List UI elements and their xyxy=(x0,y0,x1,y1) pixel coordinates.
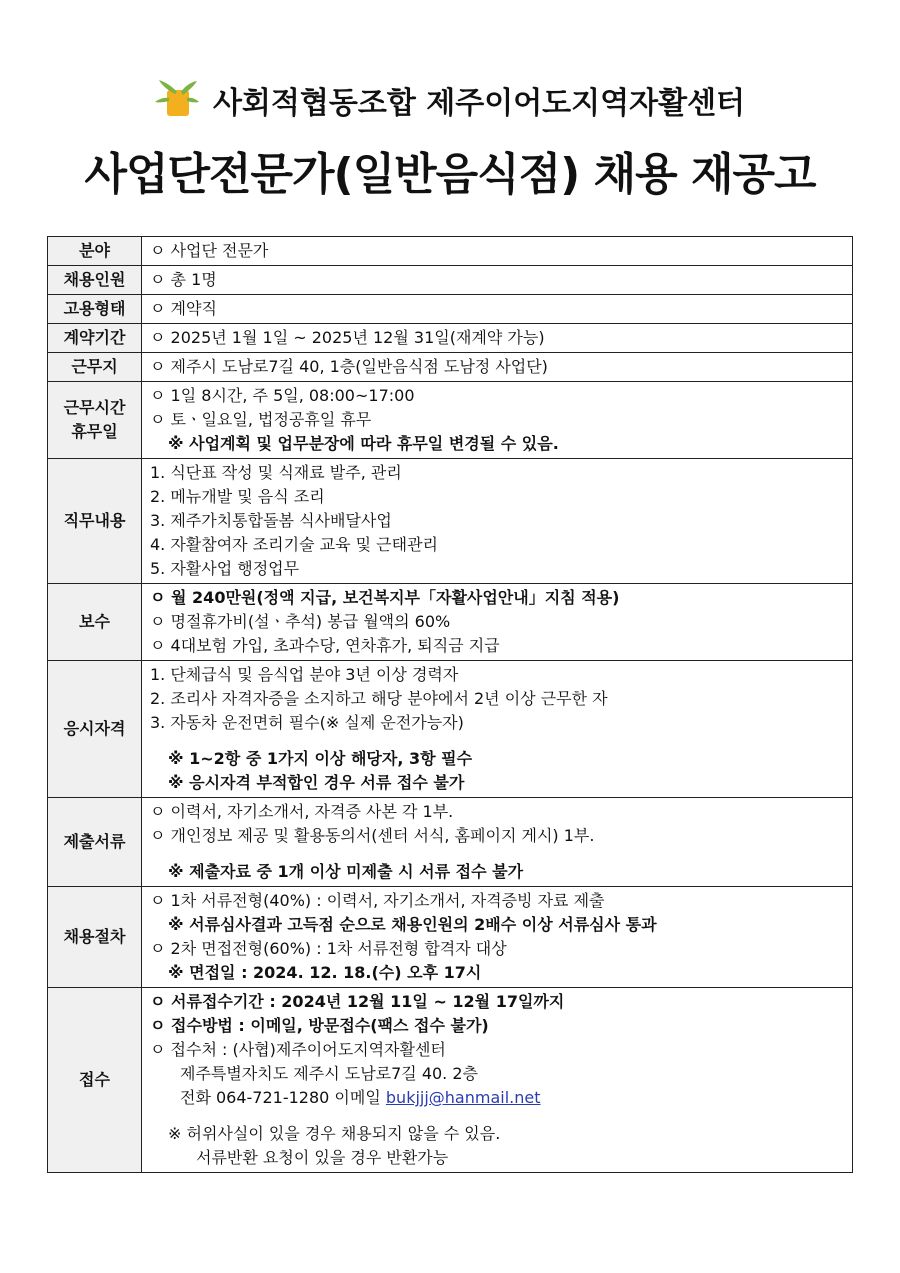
value-text: 5. 자활사업 행정업무 xyxy=(150,559,300,578)
value-text: ㅇ 2025년 1월 1일 ~ 2025년 12월 31일(재계약 가능) xyxy=(150,328,545,347)
value-text: ㅇ 서류접수기간 : 2024년 12월 11일 ~ 12월 17일까지 xyxy=(150,992,565,1011)
value-line xyxy=(150,533,844,557)
value-line xyxy=(150,239,844,263)
value-line xyxy=(150,687,844,711)
value-text: ㅇ 1차 서류전형(40%) : 이력서, 자기소개서, 자격증빙 자료 제출 xyxy=(150,891,605,910)
value-text: ㅇ 계약직 xyxy=(150,299,217,318)
row-label xyxy=(48,266,142,295)
row-label-text: 휴무일 xyxy=(71,422,118,441)
table-row xyxy=(48,887,853,988)
row-label-text: 직무내용 xyxy=(63,511,126,530)
row-label-text: 근무지 xyxy=(71,357,118,376)
value-text: ㅇ 접수방법 : 이메일, 방문접수(팩스 접수 불가) xyxy=(150,1016,489,1035)
row-label-text: 계약기간 xyxy=(63,328,126,347)
row-label xyxy=(48,324,142,353)
row-label xyxy=(48,887,142,988)
row-label xyxy=(48,237,142,266)
value-line xyxy=(150,268,844,292)
value-line xyxy=(150,889,844,913)
row-label xyxy=(48,988,142,1173)
spacer xyxy=(150,735,844,747)
value-text: ※ 제출자료 중 1개 이상 미제출 시 서류 접수 불가 xyxy=(168,862,524,881)
value-text: ※ 1~2항 중 1가지 이상 해당자, 3항 필수 xyxy=(168,749,473,768)
value-text: ㅇ 개인정보 제공 및 활용동의서(센터 서식, 홈페이지 게시) 1부. xyxy=(150,826,595,845)
row-value xyxy=(142,988,853,1173)
value-text: ※ 응시자격 부적합인 경우 서류 접수 불가 xyxy=(168,773,465,792)
value-text: ※ 사업계획 및 업무분장에 따라 휴무일 변경될 수 있음. xyxy=(168,434,559,453)
value-line xyxy=(150,913,844,937)
value-text: ㅇ 총 1명 xyxy=(150,270,217,289)
row-value xyxy=(142,584,853,661)
row-label xyxy=(48,798,142,887)
row-value xyxy=(142,266,853,295)
value-text: ㅇ 월 240만원(정액 지급, 보건복지부「자활사업안내」지침 적용) xyxy=(150,588,620,607)
email-link[interactable]: bukjjj@hanmail.net xyxy=(385,1088,541,1107)
value-line xyxy=(150,663,844,687)
value-line xyxy=(150,1086,844,1110)
value-line xyxy=(150,1122,844,1146)
value-line xyxy=(150,557,844,581)
row-label-text: 접수 xyxy=(79,1070,110,1089)
value-text: 1. 식단표 작성 및 식재료 발주, 관리 xyxy=(150,463,402,482)
value-line xyxy=(150,384,844,408)
value-line xyxy=(150,1014,844,1038)
value-text: ㅇ 접수처 : (사협)제주이어도지역자활센터 xyxy=(150,1040,446,1059)
value-text: 서류반환 요청이 있을 경우 반환가능 xyxy=(196,1148,449,1167)
value-line xyxy=(150,711,844,735)
value-text: 2. 조리사 자격자증을 소지하고 해당 분야에서 2년 이상 근무한 자 xyxy=(150,689,608,708)
value-text: 3. 제주가치통합돌봄 식사배달사업 xyxy=(150,511,392,530)
table-row xyxy=(48,798,853,887)
table-row xyxy=(48,459,853,584)
value-text: ㅇ 사업단 전문가 xyxy=(150,241,269,260)
org-heading xyxy=(155,78,745,122)
row-value xyxy=(142,353,853,382)
row-value xyxy=(142,661,853,798)
value-text: 1. 단체급식 및 음식업 분야 3년 이상 경력자 xyxy=(150,665,459,684)
row-label-text: 채용절차 xyxy=(63,927,126,946)
value-line xyxy=(150,610,844,634)
value-text: 전화 064-721-1280 이메일 xyxy=(180,1088,386,1107)
row-label xyxy=(48,584,142,661)
value-text: ㅇ 토ㆍ일요일, 법정공휴일 휴무 xyxy=(150,410,372,429)
value-line xyxy=(150,961,844,985)
row-value xyxy=(142,459,853,584)
table-row xyxy=(48,382,853,459)
table-row xyxy=(48,295,853,324)
table-row xyxy=(48,237,853,266)
value-line xyxy=(150,1062,844,1086)
spacer xyxy=(150,1110,844,1122)
value-line xyxy=(150,771,844,795)
value-line xyxy=(150,485,844,509)
value-line xyxy=(150,408,844,432)
job-posting-table xyxy=(47,236,853,1173)
table-row xyxy=(48,584,853,661)
value-text: 제주특별자치도 제주시 도남로7길 40. 2층 xyxy=(180,1064,478,1083)
value-line xyxy=(150,860,844,884)
value-line xyxy=(150,586,844,610)
row-label-text: 근무시간 xyxy=(63,398,126,417)
row-label-text: 분야 xyxy=(79,241,110,260)
row-label-text: 채용인원 xyxy=(63,270,126,289)
row-label-text: 보수 xyxy=(79,612,110,631)
row-value xyxy=(142,798,853,887)
value-line xyxy=(150,355,844,379)
org-name: 사회적협동조합 제주이어도지역자활센터 xyxy=(212,86,746,121)
value-text: ㅇ 명절휴가비(설ㆍ추석) 봉급 월액의 60% xyxy=(150,612,451,631)
value-text: ㅇ 2차 면접전형(60%) : 1차 서류전형 합격자 대상 xyxy=(150,939,507,958)
value-line xyxy=(150,990,844,1014)
row-value xyxy=(142,324,853,353)
row-label-text: 응시자격 xyxy=(63,719,126,738)
row-label xyxy=(48,295,142,324)
value-text: ㅇ 이력서, 자기소개서, 자격증 사본 각 1부. xyxy=(150,802,454,821)
value-text: ㅇ 4대보험 가입, 초과수당, 연차휴가, 퇴직금 지급 xyxy=(150,636,500,655)
value-line xyxy=(150,1146,844,1170)
value-line xyxy=(150,800,844,824)
value-line xyxy=(150,1038,844,1062)
table-row xyxy=(48,661,853,798)
row-value xyxy=(142,887,853,988)
value-line xyxy=(150,747,844,771)
spacer xyxy=(150,848,844,860)
row-label xyxy=(48,382,142,459)
org-logo-icon xyxy=(155,80,199,120)
value-text: 2. 메뉴개발 및 음식 조리 xyxy=(150,487,325,506)
row-label xyxy=(48,459,142,584)
row-value xyxy=(142,382,853,459)
value-text: 3. 자동차 운전면허 필수(※ 실제 운전가능자) xyxy=(150,713,464,732)
value-line xyxy=(150,326,844,350)
value-text: ※ 서류심사결과 고득점 순으로 채용인원의 2배수 이상 서류심사 통과 xyxy=(168,915,657,934)
table-row xyxy=(48,353,853,382)
row-value xyxy=(142,295,853,324)
header xyxy=(0,78,900,124)
value-line xyxy=(150,432,844,456)
value-text: 4. 자활참여자 조리기술 교육 및 근태관리 xyxy=(150,535,438,554)
table-row xyxy=(48,266,853,295)
value-line xyxy=(150,937,844,961)
page-title: 사업단전문가(일반음식점) 채용 재공고 xyxy=(84,149,816,200)
row-label xyxy=(48,661,142,798)
value-line xyxy=(150,297,844,321)
value-line xyxy=(150,824,844,848)
row-label-text: 고용형태 xyxy=(63,299,126,318)
value-text: ㅇ 제주시 도남로7길 40, 1층(일반음식점 도남정 사업단) xyxy=(150,357,548,376)
row-value xyxy=(142,237,853,266)
row-label xyxy=(48,353,142,382)
value-line xyxy=(150,634,844,658)
row-label-text: 제출서류 xyxy=(63,832,126,851)
value-text: ※ 면접일 : 2024. 12. 18.(수) 오후 17시 xyxy=(168,963,482,982)
value-line xyxy=(150,509,844,533)
table-row xyxy=(48,988,853,1173)
value-text: ㅇ 1일 8시간, 주 5일, 08:00~17:00 xyxy=(150,386,415,405)
value-line xyxy=(150,461,844,485)
table-row xyxy=(48,324,853,353)
value-text: ※ 허위사실이 있을 경우 채용되지 않을 수 있음. xyxy=(168,1124,501,1143)
